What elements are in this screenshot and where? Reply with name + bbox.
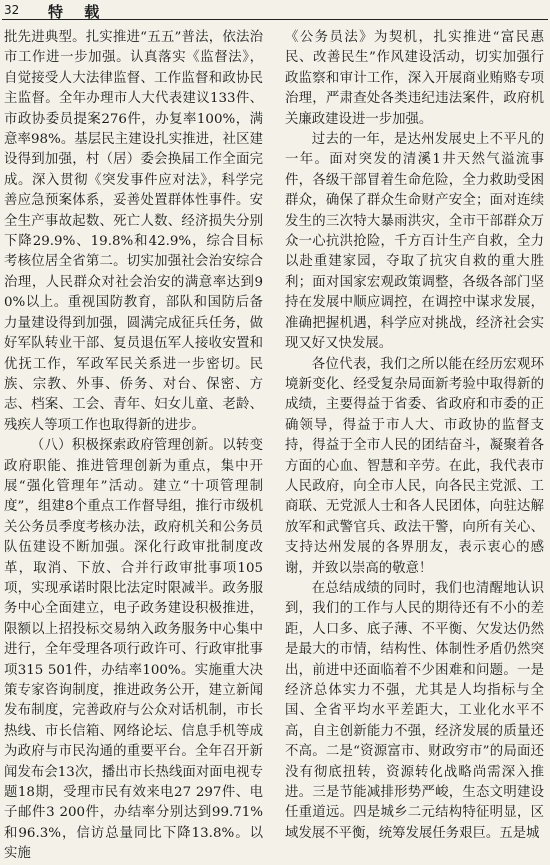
- paragraph: 《公务员法》为契机，扎实推进“富民惠民、改善民生”作风建设活动，切实加强行政监察和审计工作，深入开展商业贿赂专项治理，严肃查处各类违纪违法案件，政府机关廉政建设进一步加强。: [285, 30, 544, 127]
- section-title: 特 载: [48, 3, 108, 21]
- paragraph: 过去的一年，是达州发展史上不平凡的一年。面对突发的清溪1井天然气溢流事件，各级干部冒着生命危险，全力救助受困群众，确保了群众生命财产安全；面对连续发生的三次特大暴雨洪灾，全市干部群众万众一心抗洪抢险，千方百计生产自救，全力以赴重建家园，夺取了抗灾自救的重大胜利；面对国家宏观政策调整，各级各部门坚持在发展中顺应调控，在调控中谋求发展，准确把握机遇，科学应对挑战，经济社会实现又好又快发展。: [285, 132, 544, 352]
- paragraph: （八）积极探索政府管理创新。以转变政府职能、推进管理创新为重点，集中开展“强化管理年”活动。建立“十项管理制度”，组建8个重点工作督导组，推行市级机关公务员季度考核办法，政府机关和公务员队伍建设不断加强。深化行政审批制度改革，取消、下放、合并行政审批事项105项，实现承诺时限比法定时限减半。政务服务中心全面建立，电子政务建设积极推进，限额以上招投标交易纳入政务服务中心集中进行，全年受理各项行政许可、行政审批事项315 501件，办结率100%。实施重大决策专家咨询制度，推进政务公开，建立新闻发布制度，完善政府与公众对话机制，市长热线、市长信箱、网络论坛、信息手机等成为政府与市民沟通的重要平台。全年召开新闻发布会13次，播出市长热线面对面电视专题18期，受理市民有效来电27 297件、电子邮件3 200件，办结率分别达到99.71%和96.3%，信访总量同比下降13.8%。以实施: [4, 438, 263, 862]
- header-rule: [2, 19, 548, 20]
- paragraph: 各位代表，我们之所以能在经历宏观环境新变化、经受复杂局面新考验中取得新的成绩，主要得益于省委、省政府和市委的正确领导，得益于市人大、市政协的监督支持，得益于全市人民的团结奋斗，凝聚着各方面的心血、智慧和辛劳。在此，我代表市人民政府，向全市人民，向各民主党派、工商联、无党派人士和各人民团体，向驻达解放军和武警官兵、政法干警，向所有关心、支持达州发展的各界朋友，表示衷心的感谢，并致以崇高的敬意！: [285, 356, 544, 576]
- paragraph: 在总结成绩的同时，我们也清醒地认识到，我们的工作与人民的期待还有不小的差距，人口多、底子薄、不平衡、欠发达仍然是最大的市情，结构性、体制性矛盾仍然突出，前进中还面临着不少困难和问题。一是经济总体实力不强，尤其是人均指标与全国、全省平均水平差距大，工业化水平不高，自主创新能力不强，经济发展的质量还不高。二是“资源富市、财政穷市”的局面还没有彻底扭转，资源转化战略尚需深入推进。三是节能减排形势严峻，生态文明建设任重道远。四是城乡二元结构特征明显，区域发展不平衡，统筹发展任务艰巨。五是城: [285, 580, 544, 841]
- right-column: [285, 28, 544, 841]
- left-column: [4, 28, 263, 862]
- page-number: 32: [4, 3, 20, 17]
- paragraph: 批先进典型。扎实推进“五五”普法，依法治市工作进一步加强。认真落实《监督法》，自觉接受人大法律监督、工作监督和政协民主监督。全年办理市人大代表建议133件、市政协委员提案276件，办复率100%，满意率98%。基层民主建设扎实推进，社区建设得到加强，村（居）委会换届工作全面完成。深入贯彻《突发事件应对法》，科学完善应急预案体系，妥善处置群体性事件。安全生产事故起数、死亡人数、经济损失分别下降29.9%、19.8%和42.9%，综合目标考核位居全省第二。切实加强社会治安综合治理，人民群众对社会治安的满意率达到90%以上。重视国防教育，部队和国防后备力量建设得到加强，圆满完成征兵任务，做好军队转业干部、复员退伍军人接收安置和优抚工作，军政军民关系进一步密切。民族、宗教、外事、侨务、对台、保密、方志、档案、工会、青年、妇女儿童、老龄、残疾人等项工作也取得新的进步。: [4, 30, 263, 433]
- page-header: [0, 0, 550, 22]
